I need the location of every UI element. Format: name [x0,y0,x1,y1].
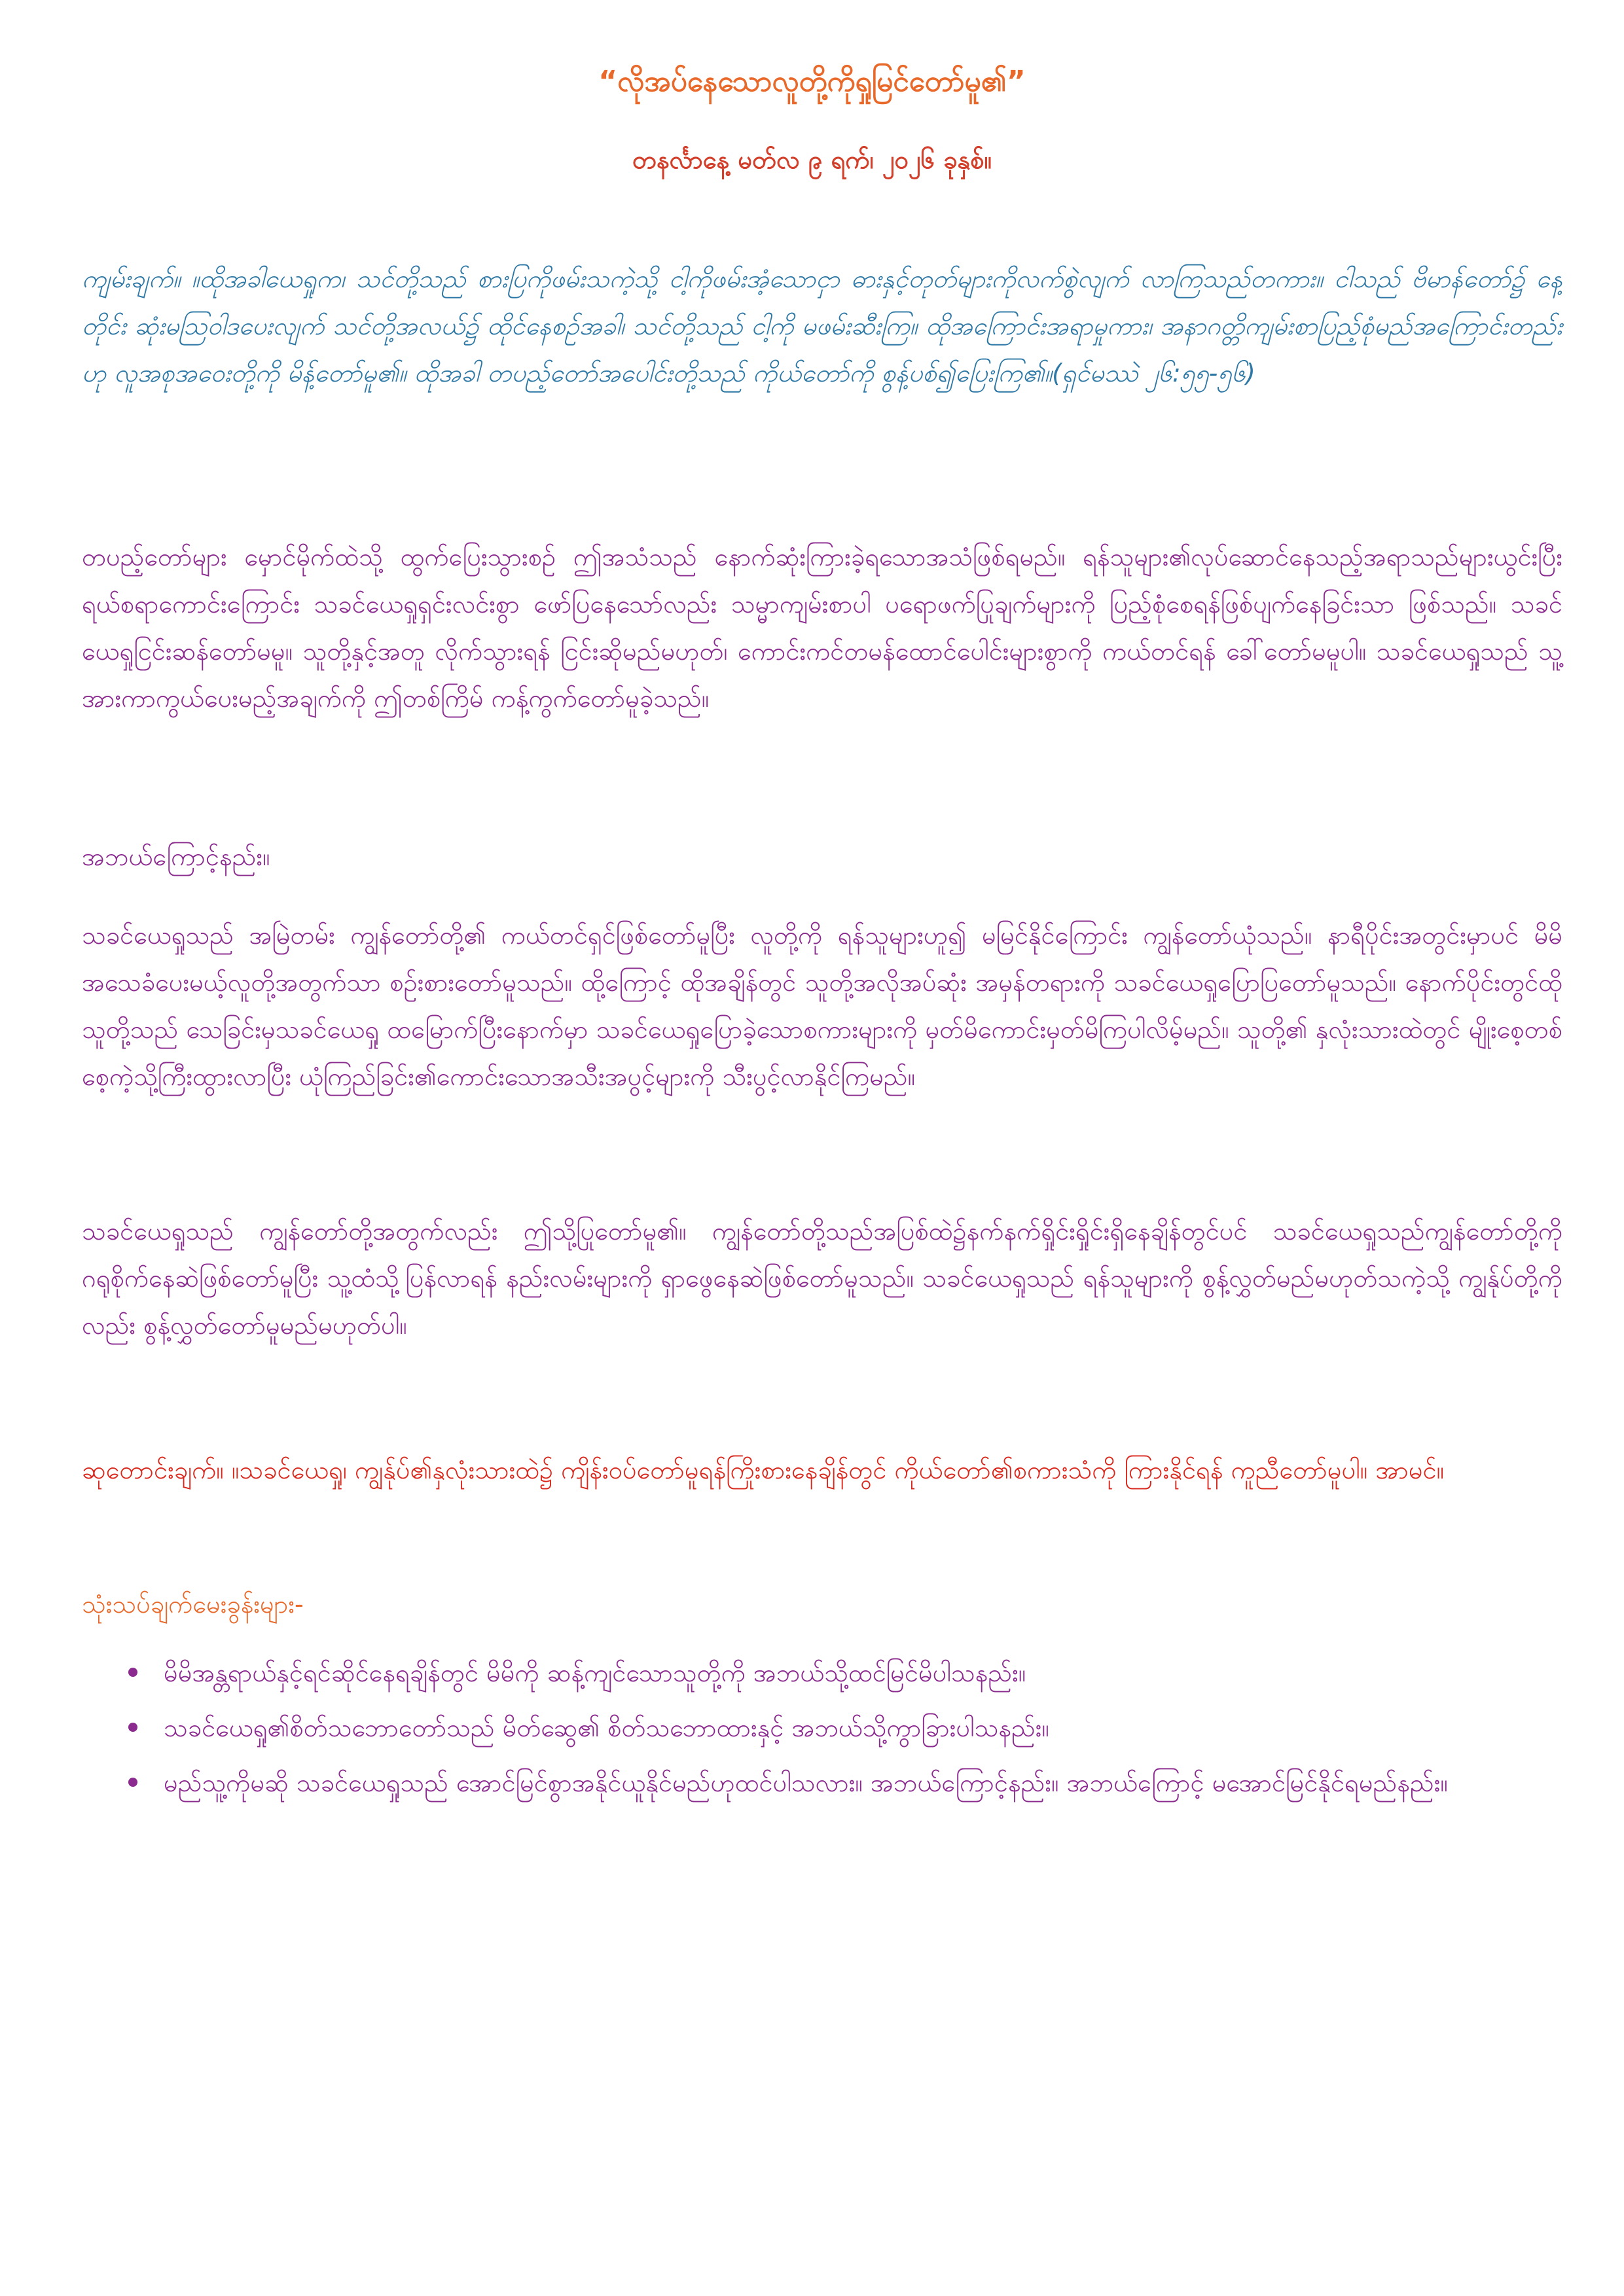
bullet-dot-icon [128,1668,137,1677]
document-date: တနင်္လာနေ့ မတ်လ ၉ ရက်၊ ၂၀၂၆ ခုနှစ်။ [632,145,992,174]
body-paragraph-3: သခင်ယေရှုသည် ကျွန်တော်တို့အတွက်လည်း ဤသို့ပြုတော်မူ၏။ ကျွန်တော်တို့သည်အပြစ်ထဲ၌နက်နက်ရှိုင်းရှိုင်းရှိနေချိန်တွင်ပင် သခင်ယေရှုသည်ကျွန်တော်တို့ကို ဂရုစိုက်နေဆဲဖြစ်တော်မူပြီး သူ့ထံသို့ပြန်လာရန် နည်းလမ်းများကို ရှာဖွေနေဆဲဖြစ်တော်မူသည်။ သခင်ယေရှုသည် ရန်သူများကို စွန့်လွှတ်မည်မဟုတ်သကဲ့သို့ ကျွန်ုပ်တို့ကိုလည်း စွန့်လွှတ်တော်မူမည်မဟုတ်ပါ။ [82,1217,1562,1340]
document-title: “လိုအပ်နေသောလူတို့ကိုရှုမြင်တော်မူ၏” [598,65,1026,98]
question-text: သခင်ယေရှု၏စိတ်သဘောတော်သည် မိတ်ဆွေ၏ စိတ်သဘောထားနှင့် အဘယ်သို့ကွာခြားပါသနည်း။ [164,1713,1049,1742]
prayer-paragraph: ဆုတောင်းချက်။ ။သခင်ယေရှု၊ ကျွန်ုပ်၏နှလုံးသားထဲ၌ ကျိန်းဝပ်တော်မူရန်ကြိုးစားနေချိန်တွင် ကိုယ်တော်၏စကားသံကို ကြားနိုင်ရန် ကူညီတော်မူပါ။ အာမင်။ [82,1456,1445,1484]
body-paragraph-1: တပည့်တော်များ မှောင်မိုက်ထဲသို့ ထွက်ပြေးသွားစဉ် ဤအသံသည် နောက်ဆုံးကြားခဲ့ရသောအသံဖြစ်ရမည်။ ရန်သူများ၏လုပ်ဆောင်နေသည့်အရာသည်များယွင်းပြီး ရယ်စရာကောင်းကြောင်း သခင်ယေရှုရှင်းလင်းစွာ ဖော်ပြနေသော်လည်း သမ္မာကျမ်းစာပါ ပရောဖက်ပြုချက်များကို ပြည့်စုံစေရန်ဖြစ်ပျက်နေခြင်းသာ ဖြစ်သည်။ သခင်ယေရှုငြင်းဆန်တော်မမူ။ သူတို့နှင့်အတူ လိုက်သွားရန် ငြင်းဆိုမည်မဟုတ်၊ ကောင်းကင်တမန်ထောင်ပေါင်းများစွာကို ကယ်တင်ရန် ခေါ်တော်မမူပါ။ သခင်ယေရှုသည် သူ့အားကာကွယ်ပေးမည့်အချက်ကို ဤတစ်ကြိမ် ကန့်ကွက်တော်မူခဲ့သည်။ [82,543,1562,713]
scripture-passage: ကျမ်းချက်။ ။ထိုအခါယေရှုက၊ သင်တို့သည် စားပြကိုဖမ်းသကဲ့သို့ ငါ့ကိုဖမ်းအံ့သောငှာ ဓားနှင့်တုတ်များကိုလက်စွဲလျက် လာကြသည်တကား။ ငါသည် ဗိမာန်တော်၌ နေ့တိုင်း ဆုံးမဩဝါဒပေးလျက် သင်တို့အလယ်၌ ထိုင်နေစဉ်အခါ၊ သင်တို့သည် ငါ့ကို မဖမ်းဆီးကြ။ ထိုအကြောင်းအရာမှုကား၊ အနာဂတ္တိကျမ်းစာပြည့်စုံမည်အကြောင်းတည်းဟု လူအစုအဝေးတို့ကို မိန့်တော်မူ၏။ ထိုအခါ တပည့်တော်အပေါင်းတို့သည် ကိုယ်တော်ကို စွန့်ပစ်၍ပြေးကြ၏။(ရှင်မဿဲ ၂၆:၅၅-၅၆) [82,264,1562,387]
question-item [124,1759,1551,1806]
question-text: မည်သူ့ကိုမဆို သခင်ယေရှုသည် အောင်မြင်စွာအနိုင်ယူနိုင်မည်ဟုထင်ပါသလား။ အဘယ်ကြောင့်နည်း။ အဘယ်ကြောင့် မအောင်မြင်နိုင်ရမည်နည်း။ [164,1768,1448,1797]
body-paragraph-2: သခင်ယေရှုသည် အမြဲတမ်း ကျွန်တော်တို့၏ ကယ်တင်ရှင်ဖြစ်တော်မူပြီး လူတို့ကို ရန်သူများဟူ၍ မမြင်နိုင်ကြောင်း ကျွန်တော်ယုံသည်။ နာရီပိုင်းအတွင်းမှာပင် မိမိအသေခံပေးမယ့်လူတို့အတွက်သာ စဉ်းစားတော်မူသည်။ ထို့ကြောင့် ထိုအချိန်တွင် သူတို့အလိုအပ်ဆုံး အမှန်တရားကို သခင်ယေရှုပြောပြတော်မူသည်။ နောက်ပိုင်းတွင်ထိုသူတို့သည် သေခြင်းမှသခင်ယေရှု ထမြောက်ပြီးနောက်မှာ သခင်ယေရှုပြောခဲ့သောစကားများကို မှတ်မိကောင်းမှတ်မိကြပါလိမ့်မည်။ သူတို့၏ နှလုံးသားထဲတွင် မျိုးစေ့တစ်စေ့ကဲ့သို့ကြီးထွားလာပြီး ယုံကြည်ခြင်း၏ကောင်းသောအသီးအပွင့်များကို သီးပွင့်လာနိုင်ကြမည်။ [82,921,1562,1091]
reflection-questions-heading: သုံးသပ်ချက်မေးခွန်းများ- [82,1590,304,1619]
question-text: မိမိအန္တရာယ်နှင့်ရင်ဆိုင်နေရချိန်တွင် မိမိကို ဆန့်ကျင်သောသူတို့ကို အဘယ်သို့ထင်မြင်မိပါသနည်း။ [164,1659,1026,1687]
reflection-questions-list [124,1649,1551,1814]
question-item [124,1649,1551,1696]
body-paragraph-question: အဘယ်ကြောင့်နည်း။ [82,842,270,871]
bullet-dot-icon [128,1723,137,1732]
question-item [124,1704,1551,1751]
bullet-dot-icon [128,1778,137,1787]
